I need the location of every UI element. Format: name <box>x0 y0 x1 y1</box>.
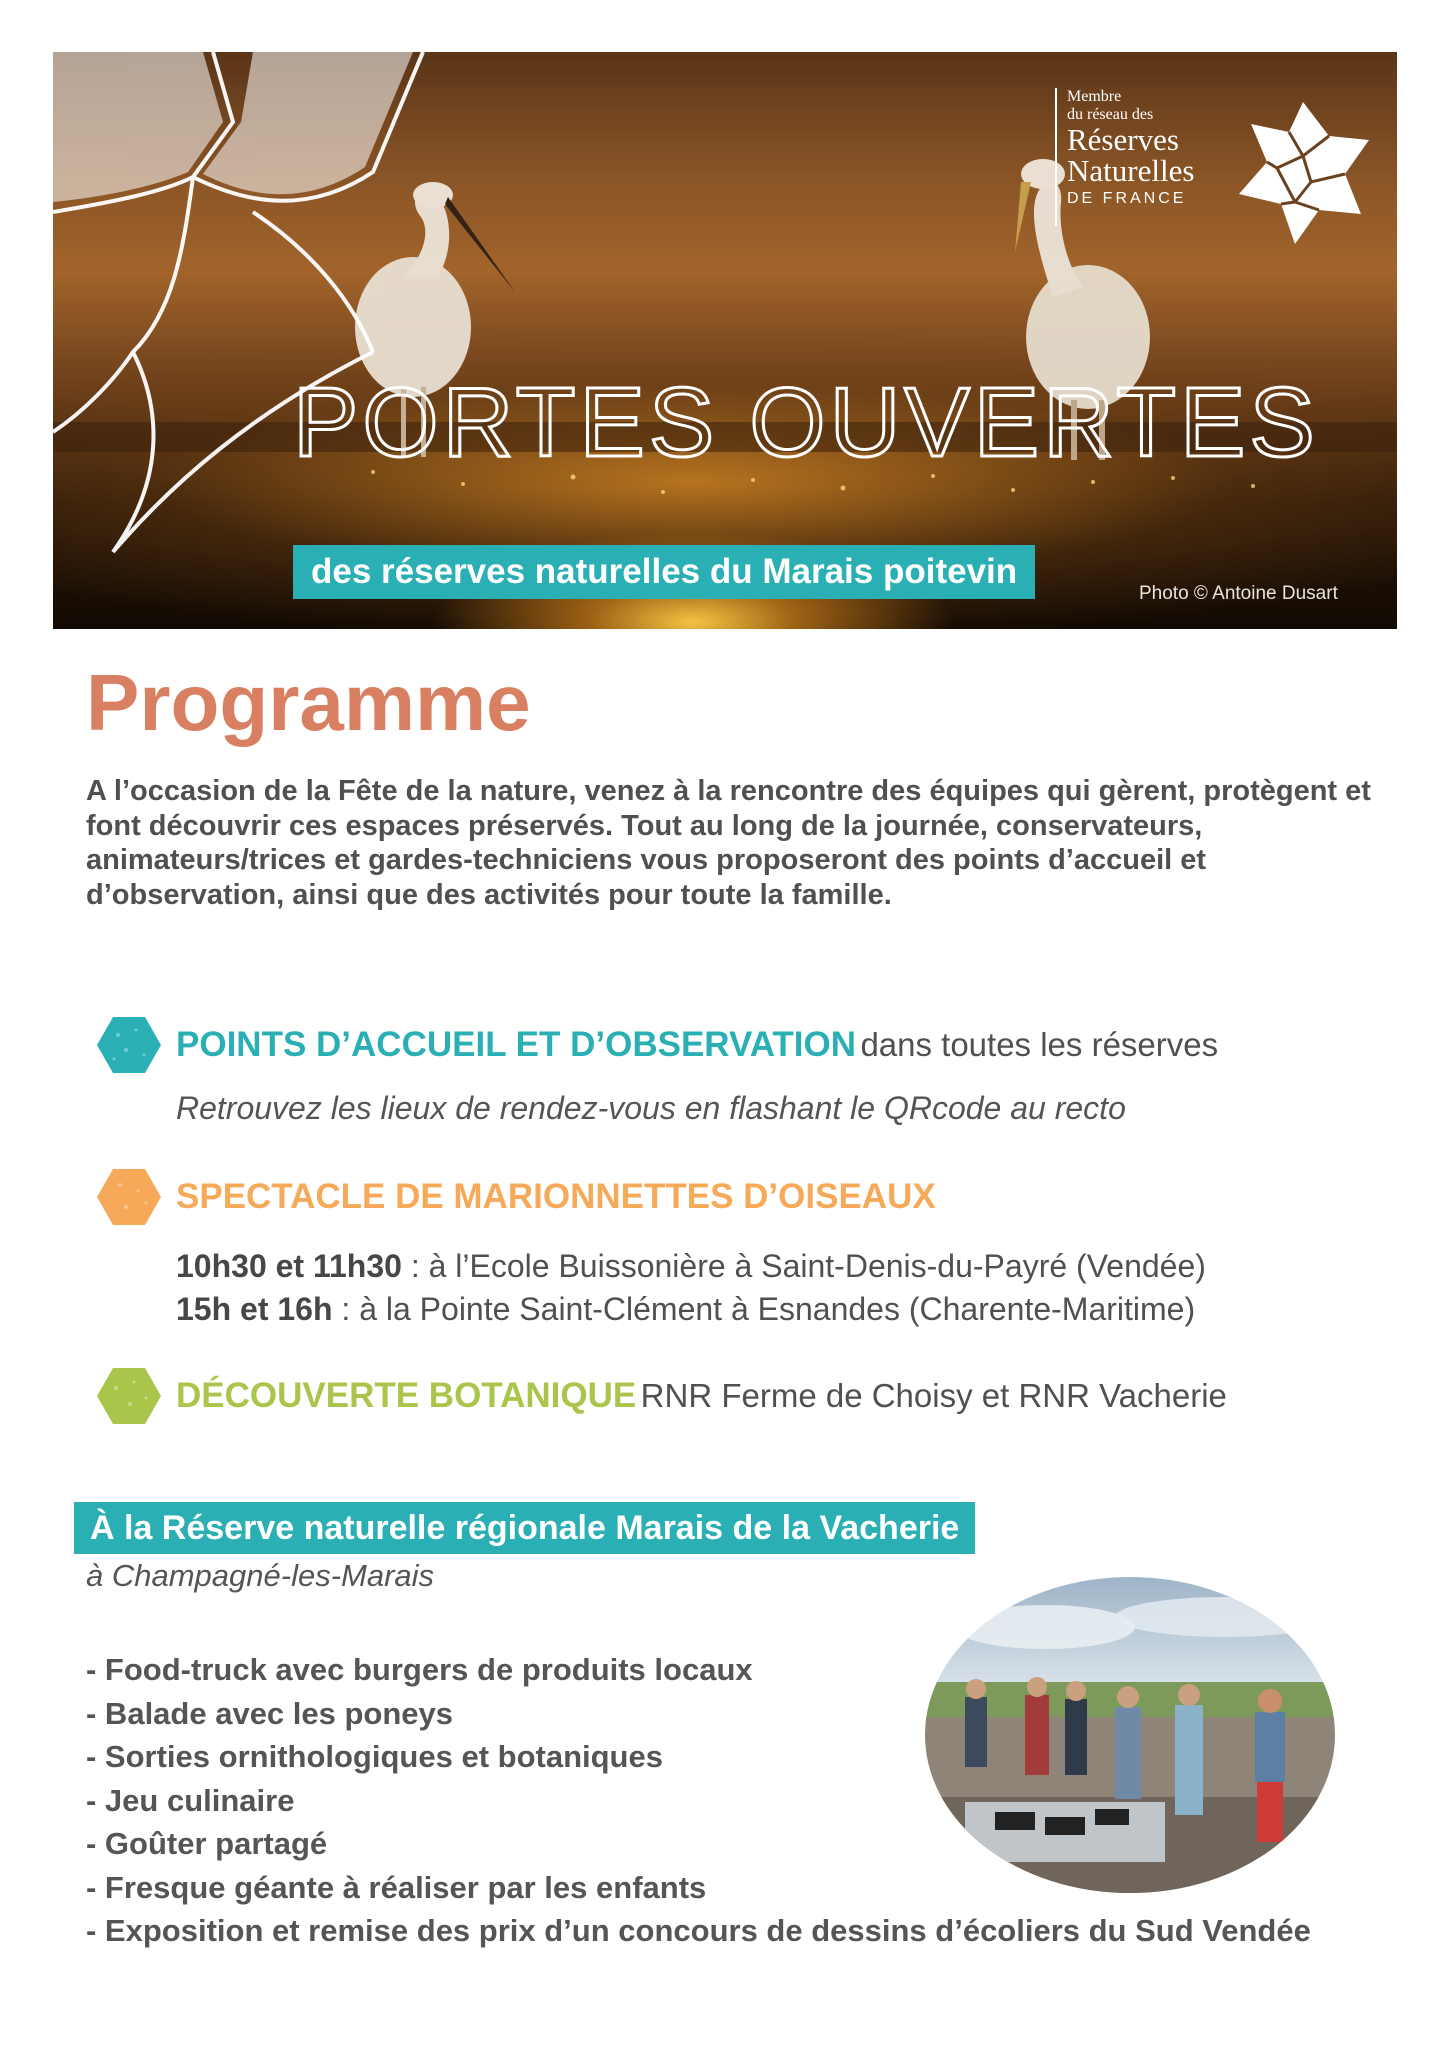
banner-title: PORTES OUVERTES <box>293 367 1319 477</box>
programme-title: Programme <box>86 658 531 747</box>
banner-subtitle: des réserves naturelles du Marais poitevin <box>293 545 1035 599</box>
photo-credit: Photo © Antoine Dusart <box>1139 583 1338 604</box>
schedule-place: : à la Pointe Saint-Clément à Esnandes (Charente-Maritime) <box>332 1291 1196 1327</box>
list-item: - Sorties ornithologiques et botaniques <box>86 1739 663 1774</box>
logo-line-reseau: du réseau des <box>1067 106 1154 123</box>
header-banner <box>53 52 1397 629</box>
programme-intro: A l’occasion de la Fête de la nature, venez à la rencontre des équipes qui gèrent, protègent et font découvrir ces espaces préservés. Tout au long de la journée, conservateurs, animateurs/trices et gardes-techniciens vous proposeront des points d’accueil et d’observation, ainsi que des activités pour toute la famille. <box>86 775 1371 911</box>
schedule-line-1 <box>176 1248 1206 1285</box>
section-spectacle <box>96 1167 1396 1227</box>
section-heading-line <box>176 1015 1218 1082</box>
logo-line-membre: Membre <box>1067 88 1122 105</box>
logo-text <box>1055 88 1225 226</box>
orange-hexagon-icon <box>96 1167 162 1227</box>
schedule-time: 10h30 et 11h30 <box>176 1248 402 1284</box>
star-network-icon <box>1233 98 1373 248</box>
list-item: - Balade avec les poneys <box>86 1695 454 1731</box>
schedule-place: : à l’Ecole Buissonière à Saint-Denis-du-Payré (Vendée) <box>401 1248 1206 1284</box>
logo-line-reserves: Réserves <box>1067 122 1179 157</box>
section-heading: DÉCOUVERTE BOTANIQUE <box>176 1376 637 1415</box>
reserve-location: à Champagné-les-Marais <box>86 1558 435 1593</box>
section-heading-line <box>176 1167 936 1234</box>
section-heading-line <box>176 1366 1227 1433</box>
list-item: - Food-truck avec burgers de produits locaux <box>86 1652 753 1687</box>
teal-hexagon-icon <box>96 1015 162 1075</box>
green-hexagon-icon <box>96 1366 162 1426</box>
schedule-line-2 <box>176 1291 1195 1328</box>
reserves-naturelles-logo <box>1055 88 1375 248</box>
list-item: - Goûter partagé <box>86 1826 328 1861</box>
reserve-title: À la Réserve naturelle régionale Marais de la Vacherie <box>74 1502 975 1554</box>
list-item: - Exposition et remise des prix d’un concours de dessins d’écoliers du Sud Vendée <box>86 1913 1311 1948</box>
visitors-photo <box>925 1577 1335 1893</box>
logo-line-naturelles: Naturelles <box>1067 153 1195 188</box>
section-heading-rest: RNR Ferme de Choisy et RNR Vacherie <box>640 1377 1227 1414</box>
section-heading-rest: dans toutes les réserves <box>860 1026 1219 1063</box>
logo-line-france: DE FRANCE <box>1067 190 1187 207</box>
section-heading: SPECTACLE DE MARIONNETTES D’OISEAUX <box>176 1177 936 1216</box>
visitors-observatory-image <box>925 1577 1335 1893</box>
section-botanique <box>96 1366 1396 1426</box>
list-item: - Fresque géante à réaliser par les enfants <box>86 1869 707 1905</box>
section-heading: POINTS D’ACCUEIL ET D’OBSERVATION <box>176 1025 856 1064</box>
section-detail-qrcode: Retrouvez les lieux de rendez-vous en flashant le QRcode au recto <box>176 1090 1126 1126</box>
list-item: - Jeu culinaire <box>86 1782 295 1818</box>
schedule-time: 15h et 16h <box>176 1291 333 1327</box>
section-points-accueil <box>96 1015 1396 1075</box>
